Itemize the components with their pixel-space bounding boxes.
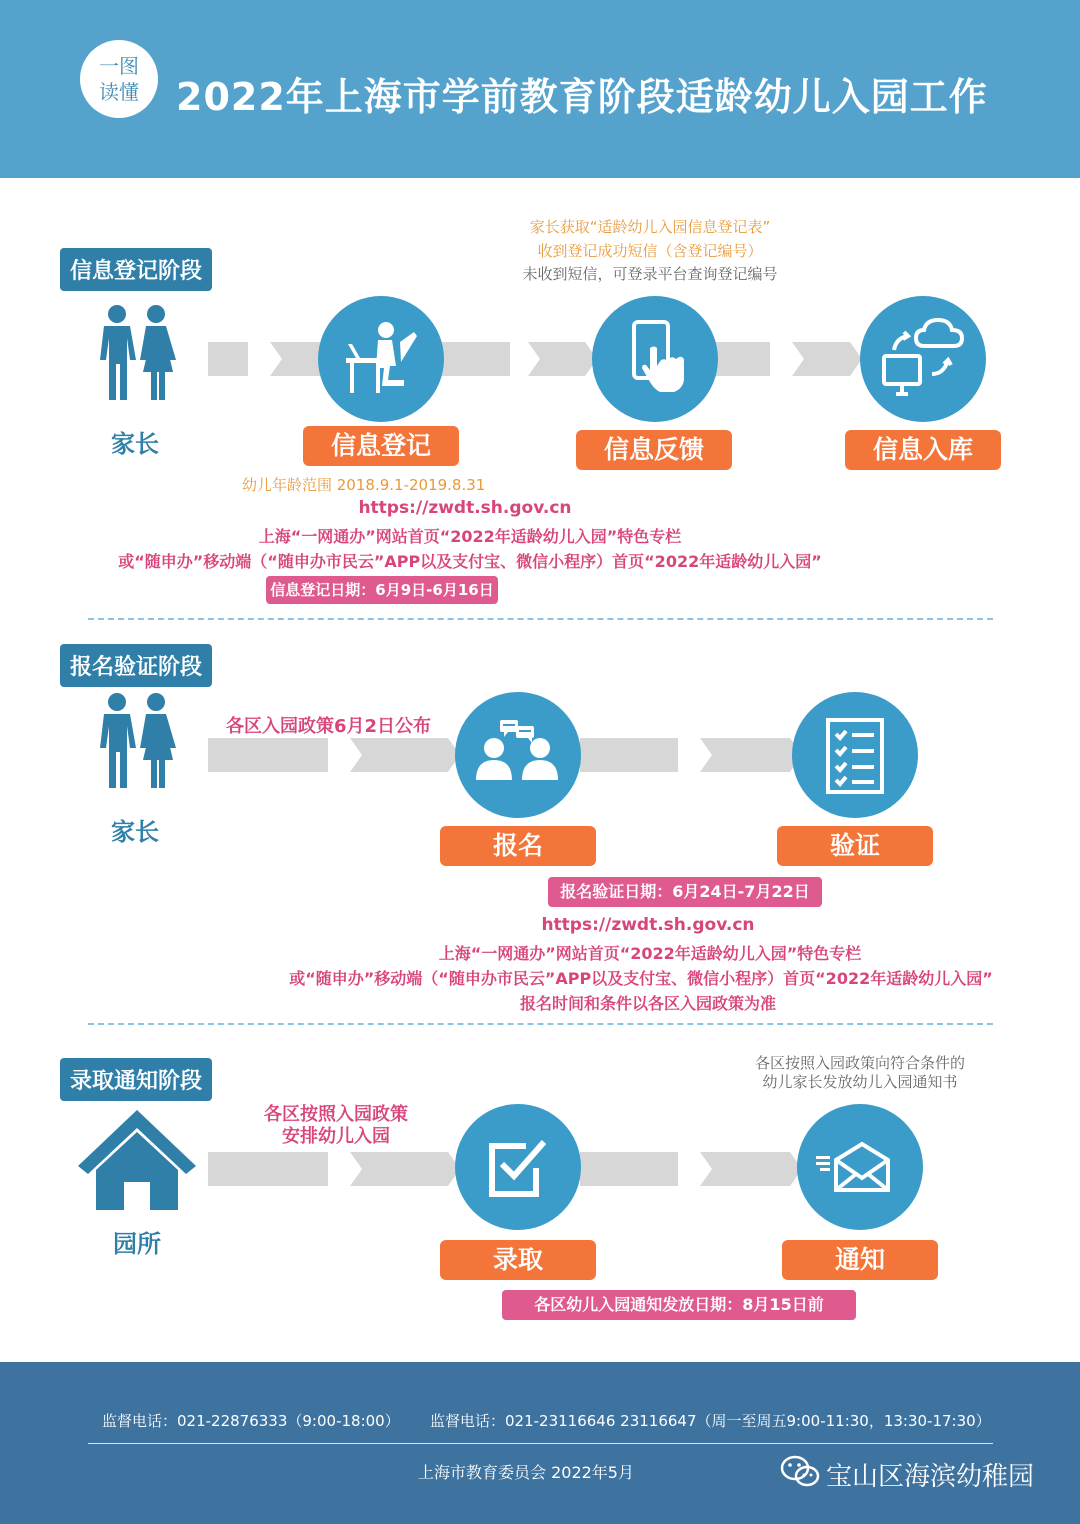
stage1-url[interactable]: https://zwdt.sh.gov.cn	[358, 498, 572, 518]
person-at-computer-icon	[340, 318, 422, 400]
notice-note-2: 幼儿家长发放幼儿入园通知书	[762, 1073, 958, 1091]
policy-announce-note: 各区入园政策6月2日公布	[226, 716, 432, 737]
stage1-actor: 家长	[111, 430, 159, 458]
people-icon	[92, 304, 184, 404]
phone-2: 监督电话：021-23116646 23116647（周一至周五9:00-11:30，13:30-17:30）	[430, 1412, 991, 1430]
step-signup-button: 报名	[440, 826, 596, 866]
divider-2	[88, 1023, 993, 1025]
divider-1	[88, 618, 993, 620]
checkbox-icon	[486, 1134, 552, 1200]
people-icon	[92, 692, 184, 792]
envelope-icon	[814, 1140, 894, 1196]
stage1-note-1: 家长获取“适龄幼儿入园信息登记表”	[529, 218, 771, 236]
stage2-line-2: 或“随申办”移动端（“随申办市民云”APP以及支付宝、微信小程序）首页“2022年适龄幼儿入园”	[289, 969, 993, 988]
stage1-note-2: 收到登记成功短信（含登记编号）	[537, 242, 763, 260]
discussion-icon	[472, 718, 564, 788]
read-badge	[80, 40, 158, 118]
stage2-line-3: 报名时间和条件以各区入园政策为准	[519, 994, 776, 1013]
step-admission-button: 录取	[440, 1240, 596, 1280]
page-title: 2022年上海市学前教育阶段适龄幼儿入园工作	[176, 75, 988, 119]
step-feedback-button: 信息反馈	[576, 430, 732, 470]
watermark: 宝山区海滨幼稚园	[826, 1462, 1035, 1492]
stage-label-signup: 报名验证阶段	[60, 644, 212, 687]
step-storage-button: 信息入库	[845, 430, 1001, 470]
stage3-actor: 园所	[113, 1230, 161, 1258]
arrange-note-2: 安排幼儿入园	[282, 1126, 390, 1147]
house-icon	[76, 1108, 198, 1212]
issuer: 上海市教育委员会 2022年5月	[418, 1463, 634, 1482]
cloud-computer-sync-icon	[878, 312, 970, 404]
age-range: 幼儿年龄范围 2018.9.1-2019.8.31	[242, 476, 486, 494]
stage2-line-1: 上海“一网通办”网站首页“2022年适龄幼儿入园”特色专栏	[438, 944, 862, 963]
footer-divider	[88, 1443, 993, 1444]
step-verify-button: 验证	[777, 826, 933, 866]
step-notice-button: 通知	[782, 1240, 938, 1280]
stage-label-registration: 信息登记阶段	[60, 248, 212, 291]
stage1-note-3: 未收到短信，可登录平台查询登记编号	[522, 265, 778, 283]
arrange-note-1: 各区按照入园政策	[264, 1104, 408, 1125]
stage1-date-badge: 信息登记日期：6月9日-6月16日	[266, 576, 498, 604]
badge-line-2: 读懂	[99, 80, 139, 104]
phone-tap-icon	[618, 318, 694, 400]
stage2-date-badge: 报名验证日期：6月24日-7月22日	[548, 877, 822, 907]
step-registration-button: 信息登记	[303, 426, 459, 466]
stage2-actor: 家长	[111, 818, 159, 846]
stage3-date-badge: 各区幼儿入园通知发放日期：8月15日前	[502, 1290, 856, 1320]
checklist-icon	[824, 716, 886, 796]
wechat-icon	[780, 1454, 820, 1490]
stage-label-admission: 录取通知阶段	[60, 1058, 212, 1101]
stage1-line-2: 或“随申办”移动端（“随申办市民云”APP以及支付宝、微信小程序）首页“2022年适龄幼儿入园”	[118, 552, 822, 571]
phone-1: 监督电话：021-22876333（9:00-18:00）	[102, 1412, 400, 1430]
badge-line-1: 一图	[99, 54, 139, 78]
stage1-line-1: 上海“一网通办”网站首页“2022年适龄幼儿入园”特色专栏	[258, 527, 682, 546]
notice-note-1: 各区按照入园政策向符合条件的	[754, 1054, 965, 1072]
stage2-url[interactable]: https://zwdt.sh.gov.cn	[541, 915, 755, 935]
